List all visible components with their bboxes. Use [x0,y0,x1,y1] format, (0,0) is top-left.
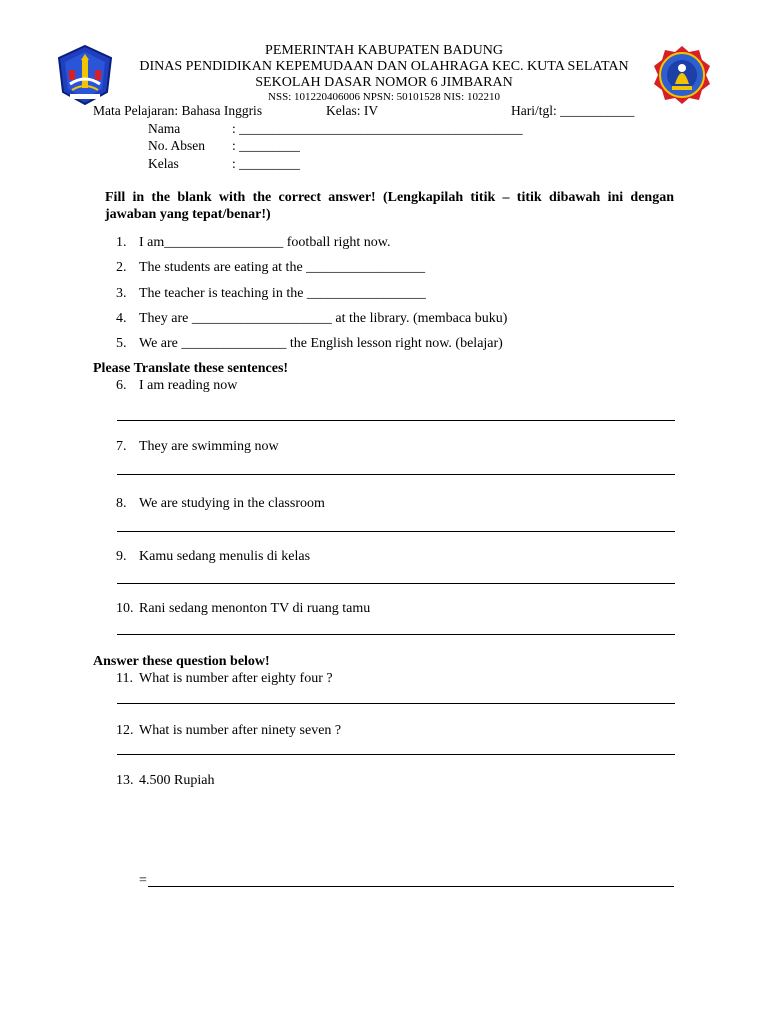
question-number: 11. [116,671,133,686]
question-text: What is number after ninety seven ? [139,723,342,738]
question-4 [116,310,507,327]
question-text: They are swimming now [139,439,279,454]
question-12 [116,722,341,739]
question-number: 4. [116,311,127,326]
question-5 [116,335,503,352]
question-number: 10. [116,601,134,616]
question-number: 6. [116,378,127,393]
class-field[interactable]: : _________ [232,156,300,171]
question-1 [116,234,390,251]
answer-line-13[interactable] [148,886,674,887]
answer-line-6[interactable] [117,420,675,421]
question-text: Rani sedang menonton TV di ruang tamu [139,601,371,616]
answer-line-9[interactable] [117,583,675,584]
question-8 [116,495,325,512]
question-text: They are ____________________ at the library. (membaca buku) [139,311,508,326]
question-text: We are studying in the classroom [139,496,325,511]
absence-number-label: No. Absen [148,138,205,153]
question-text: The students are eating at the _________________ [139,260,426,275]
question-text: Kamu sedang menulis di kelas [139,549,311,564]
question-9 [116,548,310,565]
answer-line-10[interactable] [117,634,675,635]
question-6 [116,377,237,394]
question-text: I am_________________ football right now. [139,235,391,250]
absence-number-field[interactable]: : _________ [232,138,300,153]
question-number: 13. [116,773,134,788]
name-label: Nama [148,121,181,136]
question-10 [116,600,370,617]
section3-heading: Answer these question below! [93,654,270,669]
header-line-government: PEMERINTAH KABUPATEN BADUNG [265,43,503,58]
question-number: 1. [116,235,127,250]
question-13 [116,772,214,789]
question-number: 8. [116,496,127,511]
answer-line-12[interactable] [117,754,675,755]
question-text: The teacher is teaching in the _________________ [139,286,426,301]
question-3 [116,285,426,302]
section2-heading: Please Translate these sentences! [93,361,289,376]
name-field[interactable]: : __________________________________________ [232,121,523,136]
question-2 [116,259,425,276]
question-text: I am reading now [139,378,238,393]
class-field-label: Kelas [148,156,179,171]
question-number: 9. [116,549,127,564]
answer-line-7[interactable] [117,474,675,475]
question-7 [116,438,279,455]
question-number: 5. [116,336,127,351]
question-11 [116,670,333,687]
section1-instruction: Fill in the blank with the correct answer! (Lengkapilah titik – titik dibawah ini dengan jawaban yang tepat/benar!) [105,190,674,222]
header-line-ids: NSS: 101220406006 NPSN: 50101528 NIS: 102210 [268,91,500,103]
question-number: 3. [116,286,127,301]
question-text: What is number after eighty four ? [139,671,333,686]
question-number: 2. [116,260,127,275]
header-line-school: SEKOLAH DASAR NOMOR 6 JIMBARAN [255,75,513,90]
answer-line-8[interactable] [117,531,675,532]
question-text: We are _______________ the English lesson right now. (belajar) [139,336,503,351]
subject-label: Mata Pelajaran: Bahasa Inggris [93,103,263,118]
date-field[interactable]: Hari/tgl: ___________ [511,103,635,118]
answer-equals-sign: = [139,873,147,888]
question-number: 12. [116,723,134,738]
question-number: 7. [116,439,127,454]
answer-line-11[interactable] [117,703,675,704]
question-text: 4.500 Rupiah [139,773,215,788]
header-line-department: DINAS PENDIDIKAN KEPEMUDAAN DAN OLAHRAGA KEC. KUTA SELATAN [139,59,629,74]
class-label: Kelas: IV [326,103,379,118]
